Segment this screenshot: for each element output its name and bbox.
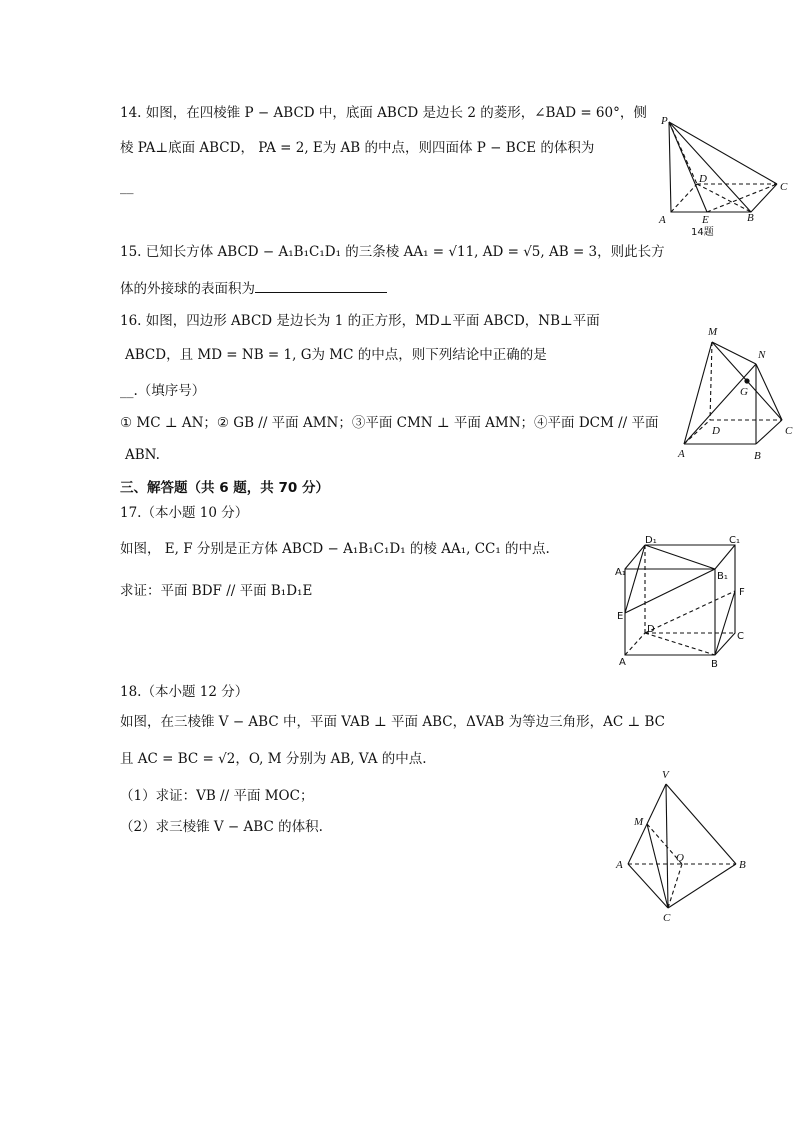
q18-line3: （1）求证：VB // 平面 MOC； xyxy=(120,788,314,804)
q15-answer-blank xyxy=(255,280,387,293)
q18-line4: （2）求三棱锥 V − ABC 的体积. xyxy=(120,819,323,835)
q14-label-d: D xyxy=(699,173,707,185)
q18-label-c: C xyxy=(663,912,671,924)
q18-label-m: M xyxy=(634,816,644,828)
q18-line2: 且 AC = BC = √2，O, M 分别为 AB, VA 的中点. xyxy=(120,751,427,767)
q16-label-b: B xyxy=(754,450,761,462)
q14-line1: 14. 如图，在四棱锥 P − ABCD 中，底面 ABCD 是边长 2 的菱形，∠BAD = 60°，侧 xyxy=(120,105,647,121)
q17-label-f: F xyxy=(739,587,745,598)
q14-line3: __ xyxy=(120,179,134,195)
q18-line1: 如图，在三棱锥 V − ABC 中，平面 VAB ⊥ 平面 ABC，ΔVAB 为等边三角形，AC ⊥ BC xyxy=(120,714,665,730)
q18-label-a: A xyxy=(616,859,623,871)
q17-label-d1: D₁ xyxy=(645,535,657,546)
q16-label-d: D xyxy=(712,425,720,437)
q16-line1: 16. 如图，四边形 ABCD 是边长为 1 的正方形，MD⊥平面 ABCD，NB⊥平面 xyxy=(120,313,600,329)
q18-label-v: V xyxy=(662,769,669,781)
q16-line2: ABCD，且 MD = NB = 1, G为 MC 的中点，则下列结论中正确的是 xyxy=(125,347,547,363)
q16-label-n: N xyxy=(758,349,766,361)
q15-line2: 体的外接球的表面积为 xyxy=(120,281,255,297)
q17-figure-cube xyxy=(615,535,755,670)
q17-label-e: E xyxy=(617,611,624,622)
q17-label-c: C xyxy=(737,631,744,642)
q17-label-a: A xyxy=(619,657,626,668)
q16-label-a: A xyxy=(678,448,685,460)
q15-line2-wrap xyxy=(120,280,387,298)
q18-label-b: B xyxy=(739,859,746,871)
q16-figure xyxy=(672,320,794,465)
q17-line1: 如图， E, F 分别是正方体 ABCD − A₁B₁C₁D₁ 的棱 AA₁, CC₁ 的中点. xyxy=(120,541,550,557)
q16-line4: ① MC ⊥ AN；② GB // 平面 AMN；③平面 CMN ⊥ 平面 AMN；④平面 DCM // 平面 xyxy=(120,415,659,431)
q18-label-o: O xyxy=(676,852,684,864)
q16-label-c: C xyxy=(785,425,793,437)
q14-label-b: B xyxy=(747,212,754,224)
q14-label-a: A xyxy=(659,214,666,226)
q17-line2: 求证：平面 BDF // 平面 B₁D₁E xyxy=(120,583,313,599)
q14-figure-pyramid xyxy=(655,112,790,240)
q18-figure-pyramid xyxy=(612,768,757,928)
q14-line2: 棱 PA⊥底面 ABCD， PA = 2, E为 AB 的中点，则四面体 P − BCE 的体积为 xyxy=(120,140,595,156)
q18-header: 18.（本小题 12 分） xyxy=(120,684,249,700)
q17-label-c1: C₁ xyxy=(729,535,740,546)
q17-header: 17.（本小题 10 分） xyxy=(120,505,249,521)
q17-label-b: B xyxy=(711,659,718,670)
q14-label-e: E xyxy=(702,214,709,226)
q15-line1: 15. 已知长方体 ABCD − A₁B₁C₁D₁ 的三条棱 AA₁ = √11, AD = √5, AB = 3，则此长方 xyxy=(120,244,665,260)
section3-heading: 三、解答题（共 6 题，共 70 分） xyxy=(120,480,329,496)
q17-label-b1: B₁ xyxy=(717,571,728,582)
q17-label-a1: A₁ xyxy=(615,567,626,578)
q14-label-p: P xyxy=(661,115,668,127)
q14-label-c: C xyxy=(780,181,788,193)
q14-figure-caption: 14题 xyxy=(691,227,714,238)
q16-point-g xyxy=(744,378,749,383)
q17-label-d: D xyxy=(647,624,655,635)
q16-line5: ABN. xyxy=(125,447,160,463)
q16-label-g: G xyxy=(740,386,748,398)
q16-line3: __.（填序号） xyxy=(120,383,206,399)
q16-label-m: M xyxy=(708,326,718,338)
